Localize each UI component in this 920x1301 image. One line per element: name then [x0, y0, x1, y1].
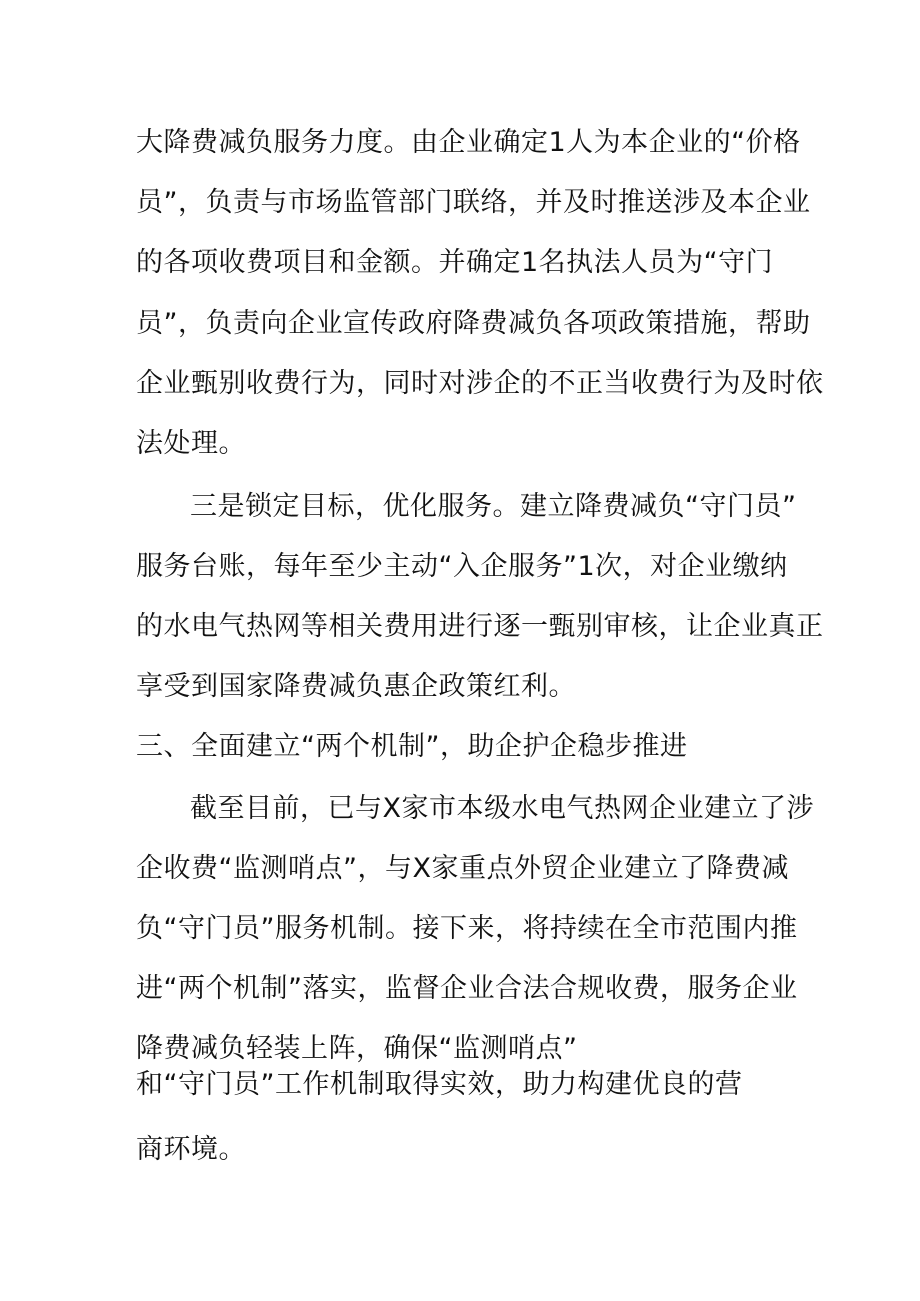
- paragraph-line: 和“守门员”工作机制取得实效，助力构建优良的营: [136, 1069, 743, 1100]
- paragraph-line: 员”，负责与市场监管部门联络，并及时推送涉及本企业: [136, 187, 811, 218]
- section-heading: 三、全面建立“两个机制”，助企护企稳步推进: [136, 731, 688, 762]
- paragraph-line: 服务台账，每年至少主动“入企服务”1次，对企业缴纳: [136, 551, 788, 582]
- paragraph-line: 的各项收费项目和金额。并确定1名执法人员为“守门: [136, 247, 774, 278]
- paragraph-line: 法处理。: [136, 428, 246, 459]
- paragraph-line: 降费减负轻装上阵，确保“监测哨点”: [136, 1033, 578, 1064]
- paragraph-line: 员”，负责向企业宣传政府降费减负各项政策措施，帮助: [136, 308, 811, 339]
- paragraph-line: 截至目前，已与X家市本级水电气热网企业建立了涉: [190, 793, 814, 824]
- paragraph-line: 负“守门员”服务机制。接下来，将持续在全市范围内推: [136, 913, 798, 944]
- paragraph-line: 的水电气热网等相关费用进行逐一甄别审核，让企业真正: [136, 611, 824, 642]
- paragraph-line: 企收费“监测哨点”，与X家重点外贸企业建立了降费减: [136, 853, 789, 884]
- paragraph-line: 大降费减负服务力度。由企业确定1人为本企业的“价格: [136, 127, 801, 158]
- paragraph-line: 享受到国家降费减负惠企政策红利。: [136, 671, 576, 702]
- paragraph-line: 进“两个机制”落实，监督企业合法合规收费，服务企业: [136, 973, 798, 1004]
- paragraph-line: 三是锁定目标，优化服务。建立降费减负“守门员”: [190, 491, 797, 522]
- paragraph-line: 企业甄别收费行为，同时对涉企的不正当收费行为及时依: [136, 368, 824, 399]
- paragraph-line: 商环境。: [136, 1134, 246, 1165]
